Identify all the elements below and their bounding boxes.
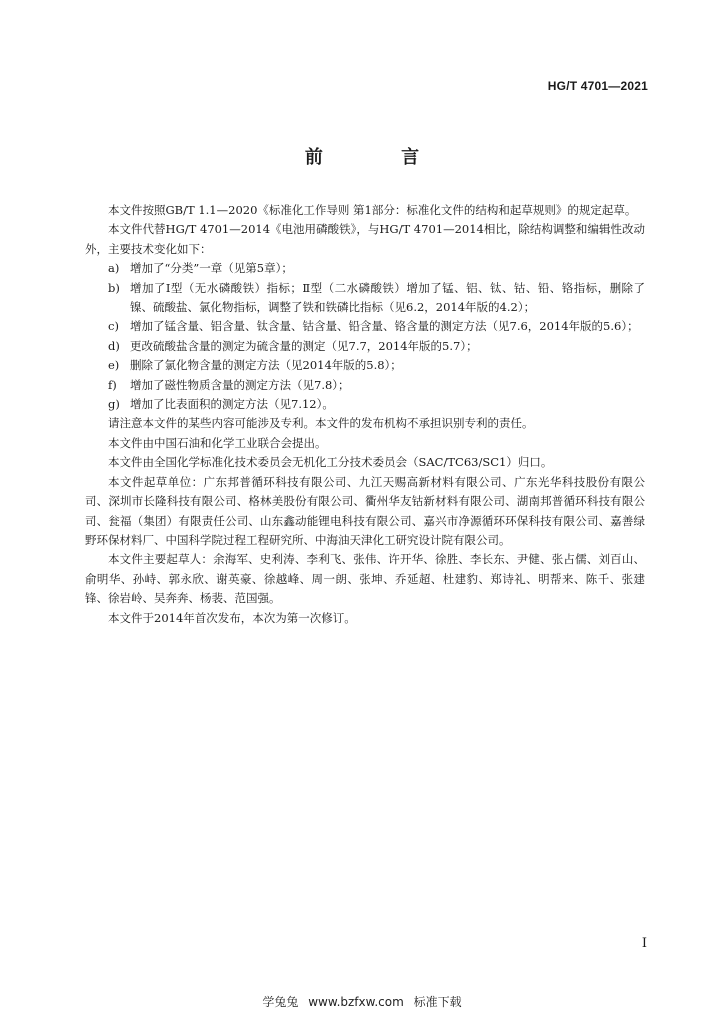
list-item-text: 增加了锰含量、铝含量、钛含量、钴含量、铅含量、铬含量的测定方法（见7.6，2014年版的5.6）； [130, 319, 639, 334]
page-number: I [641, 936, 647, 951]
list-item [85, 317, 645, 336]
standard-code: HG/T 4701—2021 [547, 79, 648, 93]
paragraph: 本文件主要起草人：余海军、史利涛、李利飞、张伟、许开华、徐胜、李长东、尹健、张占儒、刘百山、俞明华、孙峙、郭永欣、谢英豪、徐越峰、周一朗、张坤、乔延超、杜建豹、郑诗礼、明帮来、陈千、张建锋、徐岩岭、吴奔奔、杨裴、范国强。 [85, 552, 645, 606]
paragraph: 本文件由中国石油和化学工业联合会提出。 [108, 435, 327, 450]
list-item-text: 增加了“分类”一章（见第5章）； [130, 261, 293, 276]
list-item [85, 356, 645, 375]
list-item [85, 376, 645, 395]
list-item [85, 395, 645, 414]
paragraph: 本文件按照GB/T 1.1—2020《标准化工作导则 第1部分：标准化文件的结构和起草规则》的规定起草。 [108, 203, 637, 217]
list-marker: g) [108, 397, 120, 412]
list-item [85, 337, 645, 356]
footer-watermark: 学兔兔 www.bzfxw.com 标准下载 [262, 995, 462, 1009]
list-marker: c) [108, 319, 119, 334]
paragraph: 本文件代替HG/T 4701—2014《电池用磷酸铁》，与HG/T 4701—2014相比，除结构调整和编辑性改动外，主要技术变化如下： [85, 222, 645, 256]
list-marker: b) [108, 280, 120, 295]
list-item-text: 增加了比表面积的测定方法（见7.12）。 [130, 397, 334, 412]
paragraph: 本文件由全国化学标准化技术委员会无机化工分技术委员会（SAC/TC63/SC1）归口。 [108, 455, 553, 470]
paragraph: 本文件起草单位：广东邦普循环科技有限公司、九江天赐高新材料有限公司、广东光华科技股份有限公司、深圳市长隆科技有限公司、格林美股份有限公司、衢州华友钴新材料有限公司、湖南邦普循环科技有限公司、瓮福（集团）有限责任公司、山东鑫动能锂电科技有限公司、嘉兴市净源循环环保科技有限公司、嘉善绿野环保材料厂、中国科学院过程工程研究所、中海油天津化工研究设计院有限公司。 [85, 474, 645, 547]
list-item-text: 删除了氯化物含量的测定方法（见2014年版的5.8）； [130, 358, 402, 373]
list-item [85, 279, 645, 318]
paragraph: 本文件于2014年首次发布，本次为第一次修订。 [108, 610, 356, 625]
page-title: 前 言 [304, 147, 456, 168]
list-item-text: 更改硫酸盐含量的测定为硫含量的测定（见7.7，2014年版的5.7）； [130, 338, 478, 353]
list-marker: e) [108, 358, 120, 373]
foreword-body [85, 201, 645, 628]
list-item [85, 259, 645, 278]
list-marker: d) [108, 338, 120, 353]
paragraph: 请注意本文件的某些内容可能涉及专利。本文件的发布机构不承担识别专利的责任。 [108, 416, 534, 431]
list-item-text: 增加了Ⅰ型（无水磷酸铁）指标；Ⅱ型（二水磷酸铁）增加了锰、铝、钛、钴、铅、铬指标，删除了镍、硫酸盐、氯化物指标，调整了铁和铁磷比指标（见6.2，2014年版的4.2）； [130, 280, 645, 315]
list-marker: f) [108, 377, 117, 392]
list-marker: a) [108, 261, 120, 276]
list-item-text: 增加了磁性物质含量的测定方法（见7.8）； [130, 377, 350, 392]
